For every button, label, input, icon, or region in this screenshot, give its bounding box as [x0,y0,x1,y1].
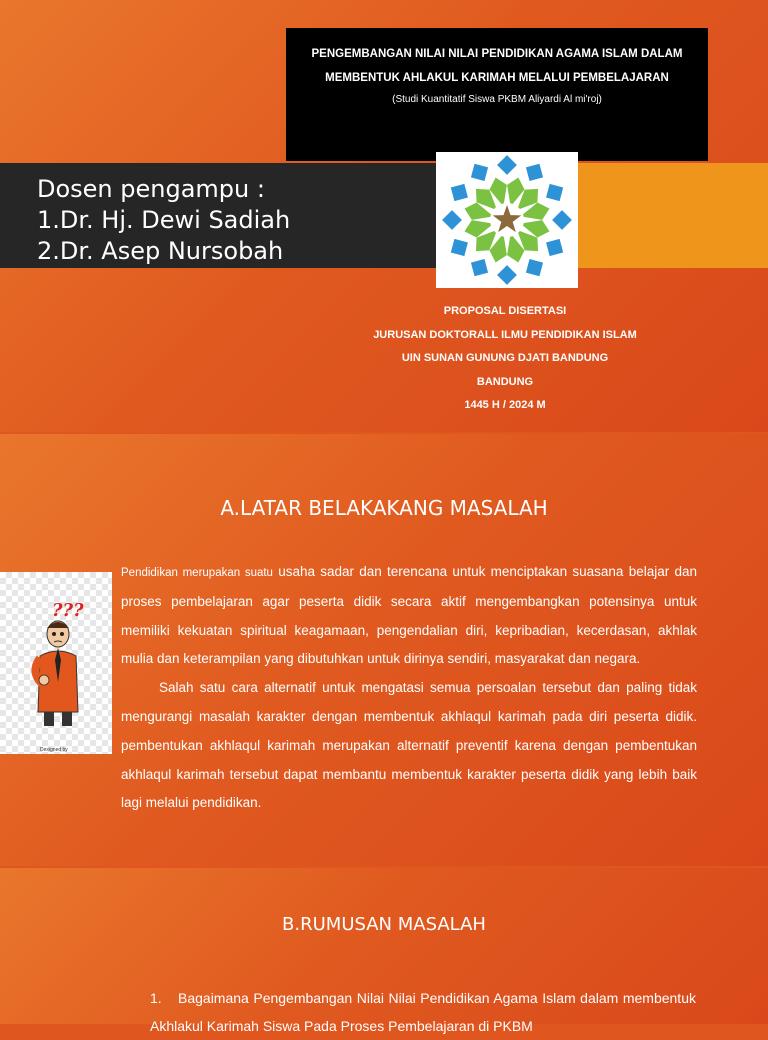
paragraph-1 [121,558,697,674]
lecturer-2: 2.Dr. Asep Nursobah [37,237,284,265]
image-caption: Designed by [40,747,68,753]
proposal-line: PROPOSAL DISERTASI [443,305,567,317]
logo-diamond [552,210,572,230]
section-heading: B.RUMUSAN MASALAH [282,914,486,935]
paragraph-lead: Pendidikan merupakan suatu [121,567,273,579]
slide-title [304,42,690,90]
proposal-line: JURUSAN DOKTORALL ILMU PENDIDIKAN ISLAM [373,328,637,341]
accent-band [578,163,768,268]
proposal-info [340,300,670,418]
title-line-2: MEMBENTUK AHLAKUL KARIMAH MELALUI PEMBELAJARAN [325,72,669,84]
svg-text:???: ??? [52,600,84,621]
slide-subtitle: (Studi Kuantitatif Siswa PKBM Aliyardi Al mi'roj) [392,94,602,105]
background-slide [0,434,768,866]
logo-diamond [546,239,563,256]
logo-diamond [526,164,543,181]
confused-person-image [0,572,112,754]
proposal-line: UIN SUNAN GUNUNG DJATI BANDUNG [401,352,609,364]
paragraph-text: usaha sadar dan terencana untuk menciptakan suasana belajar dan proses pembelajaran agar peserta didik secara aktif mengembangkan potensinya untuk memiliki kekuatan spiritual keagamaan, pengendalian diri, kepribadian, kecerdasan, akhlak mulia dan keterampilan yang dibutuhkan untuk dirinya sendiri, masyarakat dan negara. [121,564,697,667]
problem-slide [0,868,768,1034]
logo-diamond [442,210,462,230]
logo-diamond [497,155,517,175]
numbered-list-item [150,984,696,1040]
logo-diamond [471,259,488,276]
proposal-line: BANDUNG [476,375,534,388]
paragraph-2: Salah satu cara alternatif untuk mengatasi semua persoalan tersebut dan paling tidak mengurangi masalah karakter dengan membentuk akhlaqul karimah pada diri peserta didik. pembentukan akhlaqul karimah merupakan alternatif preventif karena dengan pembentukan akhlaqul karimah tersebut dapat membantu membentuk karakter peserta didik yang lebih baik lagi melalui pendidikan. [121,680,697,811]
logo-diamond [497,265,517,285]
logo-diamond [526,259,543,276]
university-logo [436,152,578,288]
item-text: Bagaimana Pengembangan Nilai Nilai Pendidikan Agama Islam dalam membentuk Akhlakul Karimah Siswa Pada Proses Pembelajaran di PKBM [150,990,696,1034]
lecturer-1: 1.Dr. Hj. Dewi Sadiah [37,206,291,234]
item-number: 1. [150,990,162,1006]
logo-diamond [451,239,468,256]
logo-diamond [546,184,563,201]
lecturer-heading: Dosen pengampu : [37,175,265,203]
logo-emblem-icon [436,152,578,288]
section-heading: A.LATAR BELAKAKANG MASALAH [220,496,548,520]
title-line-1: PENGEMBANGAN NILAI NILAI PENDIDIKAN AGAMA ISLAM DALAM [311,48,683,60]
lecturer-list [37,174,290,267]
body-paragraphs [121,558,697,818]
title-box [286,28,708,161]
title-slide [0,0,768,432]
proposal-line: 1445 H / 2024 M [464,399,546,411]
logo-diamond [471,164,488,181]
confused-person-icon [0,572,112,754]
logo-diamond [451,184,468,201]
